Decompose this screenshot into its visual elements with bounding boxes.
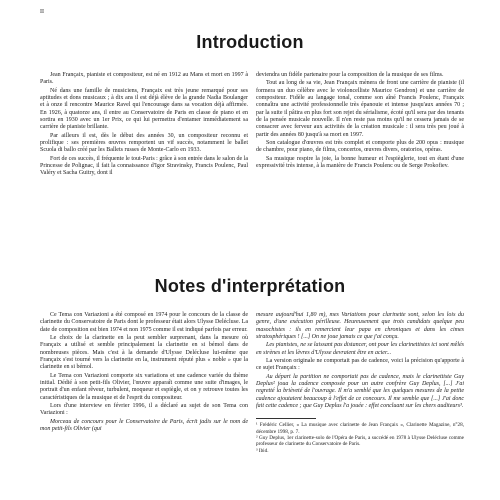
notes-paragraph: Le choix de la clarinette en la peut sembler surprenant, dans la mesure où Françaix a utilisé et semble principalement la clarinette en si bémol dans de nombreuses pièces. Mais c'est à la demande d'Ulysse Delécluse lui-même que Françaix s'est tourné vers la clarinette en la, instrument réputé plus « noble » que la clarinette en si bémol. bbox=[40, 335, 248, 371]
footnote: ² Guy Deplus, 1er clarinette-solo de l'Opéra de Paris, a succédé en 1978 à Ulysse Delécluse comme professeur de clarinette du Conservatoire de Paris. bbox=[256, 435, 464, 448]
notes-paragraph: Ce Tema con Variazioni a été composé en 1974 pour le concours de la classe de clarinette du Conservatoire de Paris dont le professeur était alors Ulysse Delécluse. La date de composition est bien 1974 et non 1975 comme il est indiqué parfois par erreur. bbox=[40, 312, 248, 333]
footnotes bbox=[256, 418, 464, 453]
footnote: ¹ Frédéric Cellier, « La musique avec clarinette de Jean Françaix », Clarinette Magazine, n°28, décembre 1998, p. 7. bbox=[256, 422, 464, 435]
notes-left-column bbox=[40, 312, 248, 434]
intro-paragraph: Par ailleurs il est, dès le début des années 30, un compositeur reconnu et prolifique : ses premières œuvres remportent un vif succès, notamment le ballet Scuola di ballo créé par les Ballets russes de Monte-Carlo en 1933. bbox=[40, 132, 248, 154]
intro-paragraph: Sa musique respire la joie, la bonne humeur et l'espièglerie, tout en étant d'une expressivité très intense, à la manière de Francis Poulenc ou de Serge Prokofiev. bbox=[256, 155, 464, 170]
notes-quote: mesure aujourd'hui 1,80 m), mes Variations pour clarinette sont, selon les lois du genre, d'une exécution périlleuse. Heureusement que trois candidats quelque peu masochistes : ils en remercient leur papa en chroniques et dans les cimes stratosphériques ! [...] On ne joue jamais ce que j'ai conçu. bbox=[256, 312, 464, 341]
intro-paragraph: Né dans une famille de musiciens, Françaix est très jeune remarqué pour ses aptitudes et dons musicaux ; à dix ans il est déjà élève de la grande Nadia Boulanger et à onze il rencontre Maurice Ravel qui l'encourage dans sa vocation déjà affirmée. En 1926, à quatorze ans, il entre au Conservatoire de Paris en classe de piano et en sortira en 1930 avec un 1er Prix, ce qui lui permettra d'entamer immédiatement sa carrière de pianiste brillante. bbox=[40, 87, 248, 131]
notes-quote: Morceau de concours pour le Conservatoire de Paris, écrit jadis sur le nom de mon petit-fils Olivier (qui bbox=[40, 418, 248, 433]
intro-paragraph: Son catalogue d'œuvres est très complet et comporte plus de 200 opus : musique de chambre, pour piano, de films, concertos, œuvres divers, oratorios, opéras. bbox=[256, 140, 464, 154]
footnote: ³ Ibid. bbox=[256, 447, 269, 454]
intro-paragraph: Fort de ces succès, il fréquente le tout-Paris : grâce à son entrée dans le salon de la Princesse de Polignac, il fait la connaissance d'Igor Stravinsky, Francis Poulenc, Paul Valéry et Sacha Guitry, dont il bbox=[40, 155, 248, 177]
intro-paragraph: Tout au long de sa vie, Jean Françaix mènera de front une carrière de pianiste (il formera un duo célèbre avec le violoncelliste Maurice Gendron) et une carrière de compositeur. Fidèle au langage tonal, comme son aîné Francis Poulenc, Françaix connaîtra une activité professionnelle très épanouie et intense jusqu'aux années 70 ; par la suite il pâtira en plus fort son rejet du sérialisme, écoté qu'il sera par des tenants de la pensée musicale nouvelle. Il n'en reste pas moins qu'il ne cessera jamais de se consacrer avec ferveur aux activités de la création musicale : il sera très peu joué à partir des années 80 jusqu'à sa mort en 1997. bbox=[256, 80, 464, 138]
notes-heading: Notes d'interprétation bbox=[154, 276, 346, 296]
notes-quote: Les pianistes, ne se laissant pas distancer, ont pour les clarinettistes ici sont mêlés en sirènes et les lèvres d'Ulysse devraient être en acier... bbox=[256, 342, 464, 356]
footnote-divider bbox=[256, 418, 316, 419]
notes-paragraph: Lors d'une interview en février 1996, il a déclaré au sujet de son Tema con Variazioni : bbox=[40, 403, 248, 417]
intro-paragraph: Jean Françaix, pianiste et compositeur, est né en 1912 au Mans et mort en 1997 à Paris. bbox=[40, 72, 248, 86]
intro-left-column bbox=[40, 72, 248, 178]
page-number: II bbox=[40, 9, 44, 15]
notes-right-column bbox=[256, 312, 464, 454]
notes-paragraph: La version originale ne comportait pas de cadence, voici la précision qu'apporte à ce sujet Françaix : bbox=[256, 358, 464, 372]
notes-quote: Au départ la partition ne comportait pas de cadence, mais le clarinettiste Guy Deplus² joua la cadence composée pour un autre confrère Guy Deplus, [...] J'ai regretté la brièveté de l'ouvrage. Il m'a semblé que les quelques mesures de la petite cadence ajoutaient beaucoup à l'effet de ce concours. Il me semble que [...] J'ai donc fait cette cadence ; que Guy Deplus l'a jouée : effet concluant sur les chers auditeurs³. bbox=[256, 373, 464, 410]
intro-paragraph: deviendra un fidèle partenaire pour la composition de la musique de ses films. bbox=[256, 72, 444, 78]
introduction-heading: Introduction bbox=[196, 32, 304, 52]
notes-paragraph: Le Tema con Variazioni comporte six variations et une cadence variée du thème initial. Dédié à son petit-fils Olivier, l'œuvre apparaît comme une suite d'images, le portrait d'un enfant rêveur, turbulent, moqueur et espiègle, et on y retrouve toutes les caractéristiques de la musique et de l'esprit du compositeur. bbox=[40, 372, 248, 401]
intro-right-column bbox=[256, 72, 464, 170]
